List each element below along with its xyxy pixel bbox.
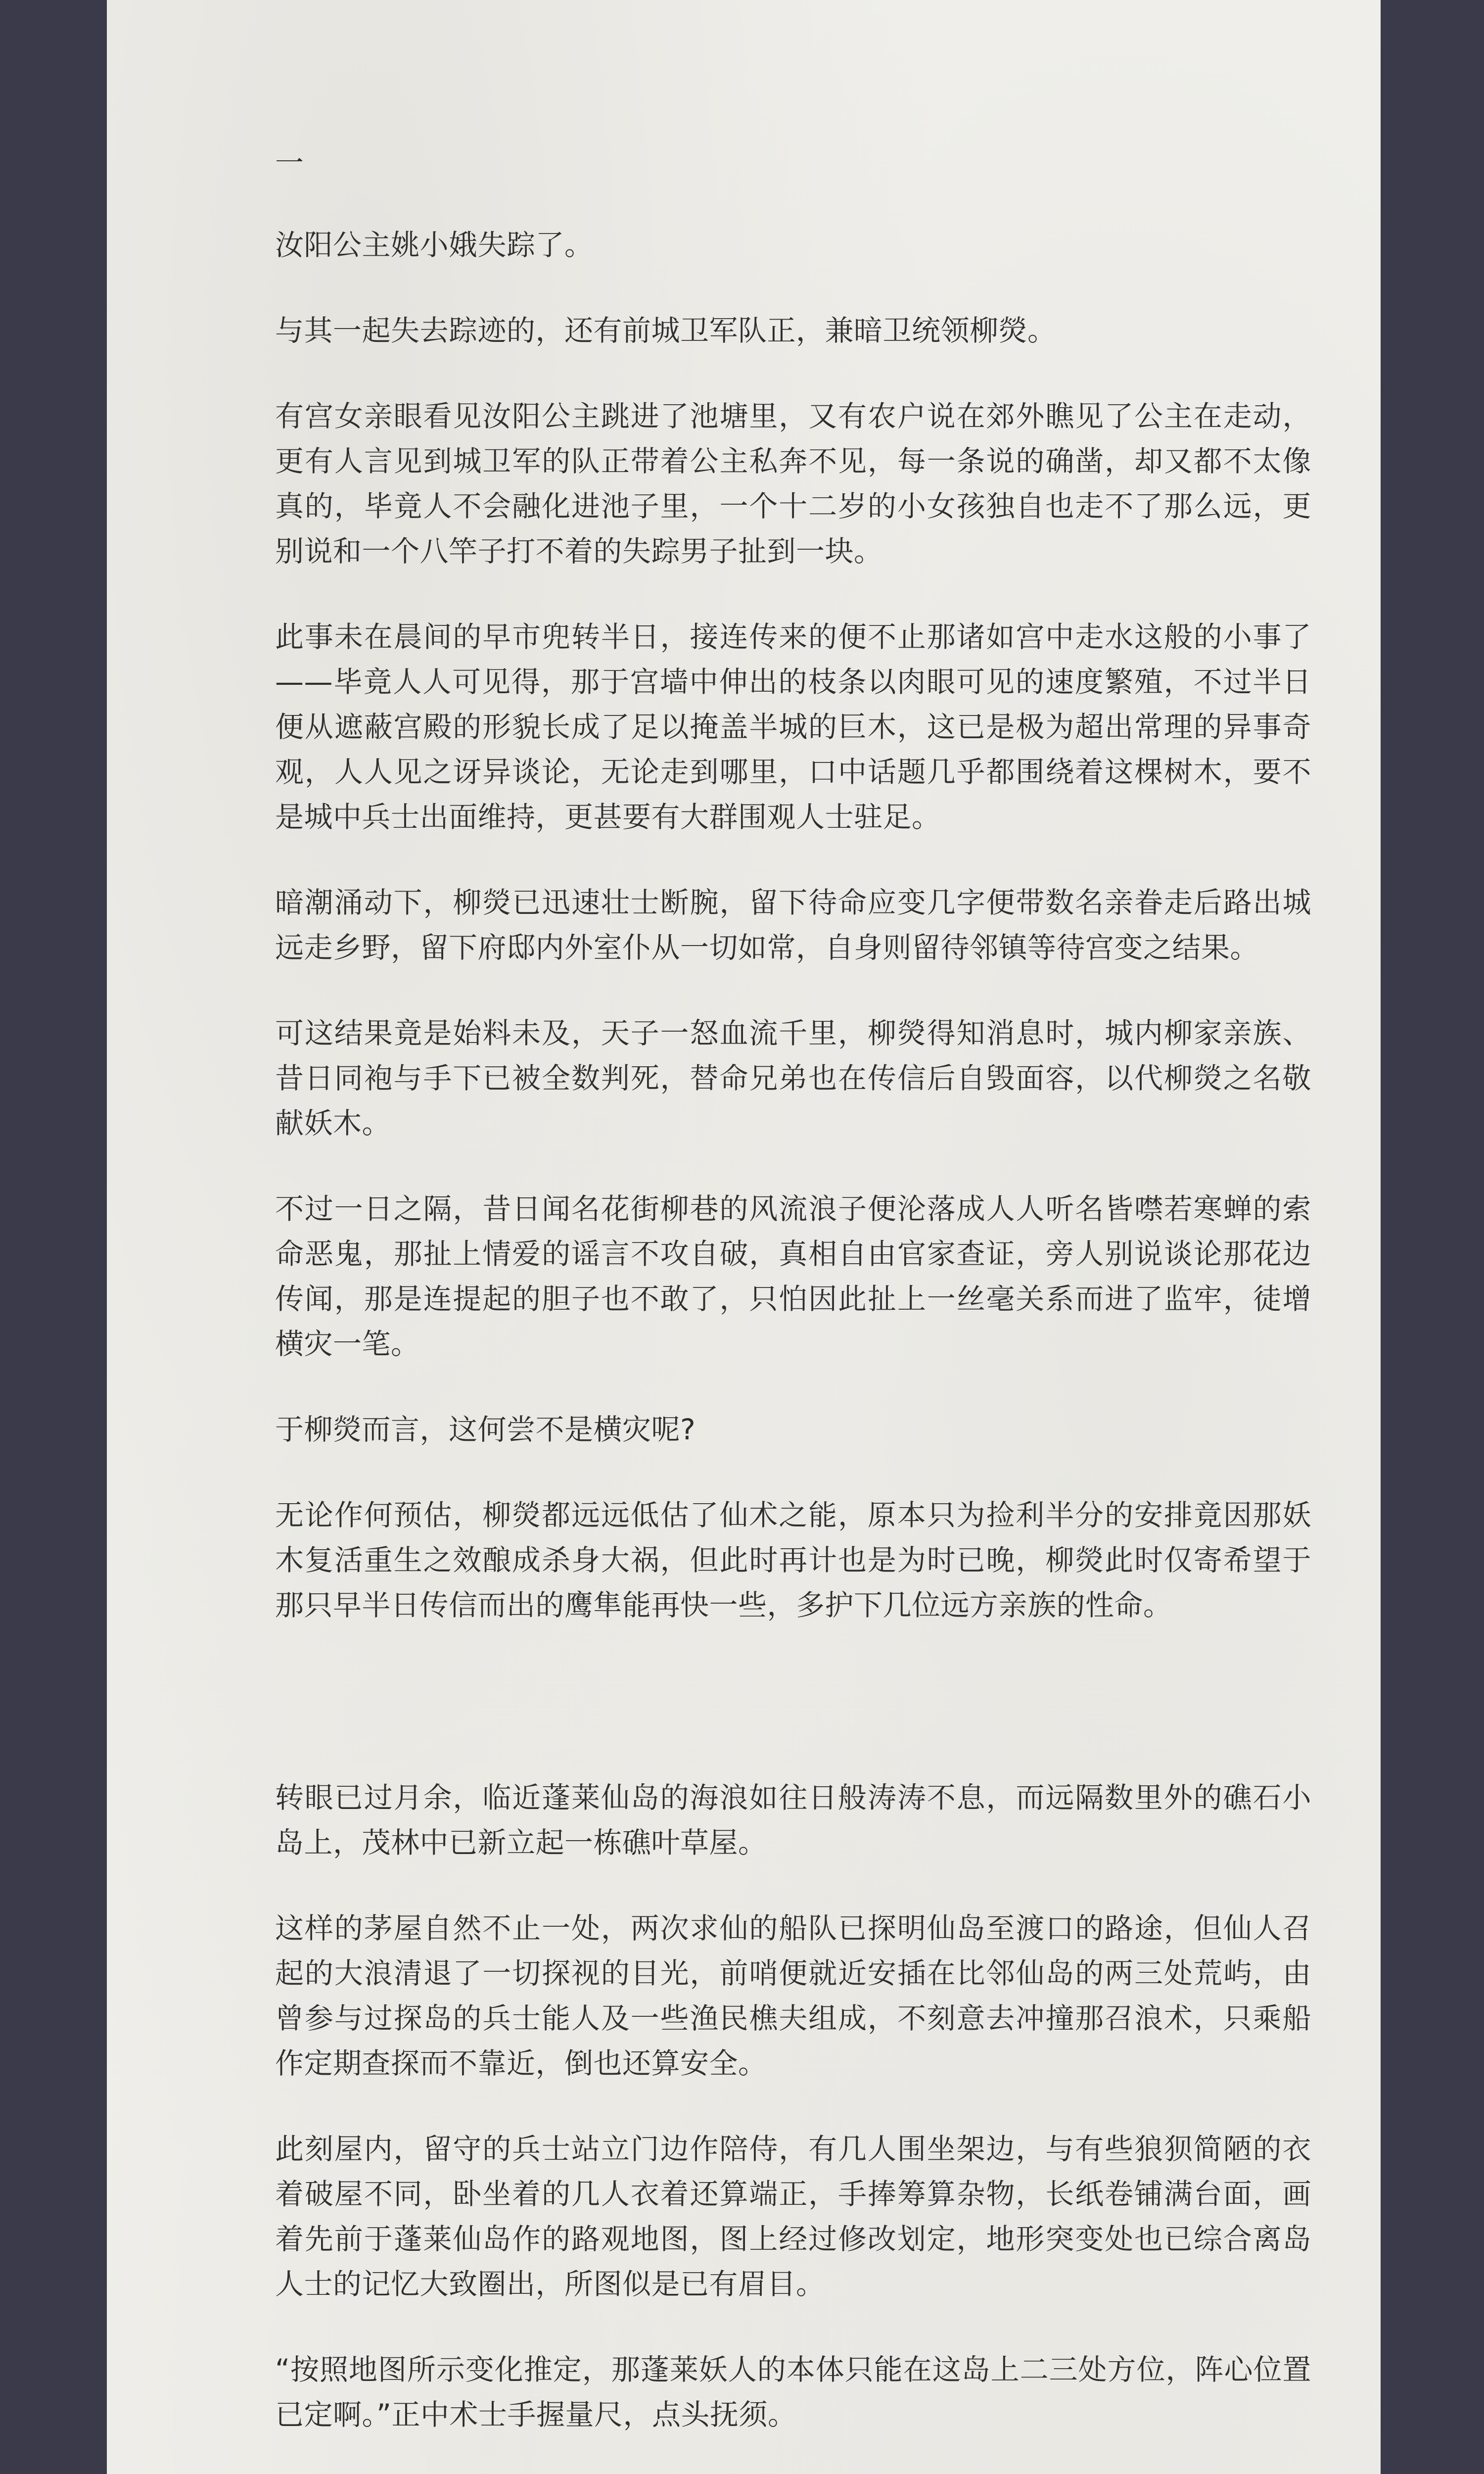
document-page [107, 0, 1381, 2474]
paragraph: 转眼已过月余，临近蓬莱仙岛的海浪如往日般涛涛不息，而远隔数里外的礁石小岛上，茂林中已新立起一栋礁叶草屋。 [275, 1781, 1311, 1859]
paragraph: 可这结果竟是始料未及，天子一怒血流千里，柳熒得知消息时，城内柳家亲族、昔日同袍与手下已被全数判死，替命兄弟也在传信后自毁面容，以代柳熒之名敬献妖木。 [275, 1016, 1311, 1140]
chapter-number: 一 [275, 146, 304, 180]
paragraph: 此事未在晨间的早市兜转半日，接连传来的便不止那诸如宫中走水这般的小事了——毕竟人人可见得，那于宫墙中伸出的枝条以肉眼可见的速度繁殖，不过半日便从遮蔽宫殿的形貌长成了足以掩盖半城的巨木，这已是极为超出常理的异事奇观，人人见之讶异谈论，无论走到哪里，口中话题几乎都围绕着这棵树木，要不是城中兵士出面维持，更甚要有大群围观人士驻足。 [275, 620, 1311, 834]
paragraph: 于柳熒而言，这何尝不是横灾呢? [275, 1413, 696, 1446]
section-break [275, 1668, 1311, 1775]
paragraph: 有宫女亲眼看见汝阳公主跳进了池塘里，又有农户说在郊外瞧见了公主在走动，更有人言见到城卫军的队正带着公主私奔不见，每一条说的确凿，却又都不太像真的，毕竟人不会融化进池子里，一个十二岁的小女孩独自也走不了那么远，更别说和一个八竿子打不着的失踪男子扯到一块。 [275, 399, 1311, 568]
paragraph: 暗潮涌动下，柳熒已迅速壮士断腕，留下待命应变几字便带数名亲眷走后路出城远走乡野，留下府邸内外室仆从一切如常，自身则留待邻镇等待宫变之结果。 [275, 886, 1311, 964]
paragraph: 与其一起失去踪迹的，还有前城卫军队正，兼暗卫统领柳熒。 [275, 314, 1057, 347]
paragraph: 此刻屋内，留守的兵士站立门边作陪侍，有几人围坐架边，与有些狼狈简陋的衣着破屋不同，卧坐着的几人衣着还算端正，手捧筹算杂物，长纸卷铺满台面，画着先前于蓬莱仙岛作的路观地图，图上经过修改划定，地形突变处也已综合离岛人士的记忆大致圈出，所图似是已有眉目。 [275, 2132, 1311, 2301]
document-body [275, 148, 1311, 2474]
paragraph: 不过一日之隔，昔日闻名花街柳巷的风流浪子便沦落成人人听名皆噤若寒蝉的索命恶鬼，那扯上情爱的谣言不攻自破，真相自由官家查证，旁人别说谈论那花边传闻，那是连提起的胆子也不敢了，只怕因此扯上一丝毫关系而进了监牢，徒增横灾一笔。 [275, 1192, 1311, 1361]
section-one [275, 223, 1311, 1628]
paragraph: “按照地图所示变化推定，那蓬莱妖人的本体只能在这岛上二三处方位，阵心位置已定啊。”正中术士手握量尺，点头抚须。 [275, 2353, 1311, 2431]
section-two [275, 1775, 1311, 2474]
paragraph: 这样的茅屋自然不止一处，两次求仙的船队已探明仙岛至渡口的路途，但仙人召起的大浪清退了一切探视的目光，前哨便就近安插在比邻仙岛的两三处荒屿，由曾参与过探岛的兵士能人及一些渔民樵夫组成，不刻意去冲撞那召浪术，只乘船作定期查探而不靠近，倒也还算安全。 [275, 1911, 1311, 2080]
paragraph: 汝阳公主姚小娥失踪了。 [275, 228, 594, 262]
paragraph: 无论作何预估，柳熒都远远低估了仙术之能，原本只为捡利半分的安排竟因那妖木复活重生之效酿成杀身大祸，但此时再计也是为时已晚，柳熒此时仅寄希望于那只早半日传信而出的鹰隼能再快一些，多护下几位远方亲族的性命。 [275, 1498, 1311, 1622]
